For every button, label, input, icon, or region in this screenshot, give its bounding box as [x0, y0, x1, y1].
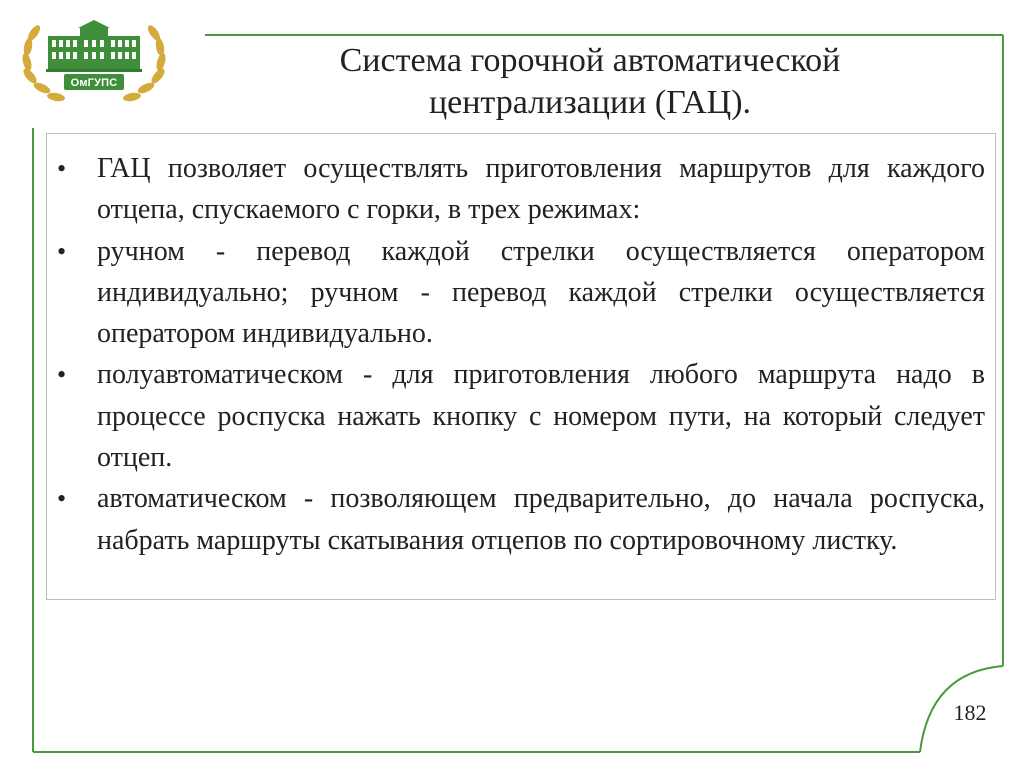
slide-title [240, 40, 940, 124]
bullet-text: ГАЦ позволяет осуществлять приготовления маршрутов для каждого отцепа, спускаемого с горки, в трех режимах: [97, 153, 985, 226]
title-line-1: Система горочной автоматической [339, 42, 841, 79]
list-item [57, 478, 985, 561]
bullet-icon: • [57, 154, 67, 183]
university-building-wreath-icon [18, 14, 170, 110]
content-box [46, 133, 996, 600]
list-item [57, 231, 985, 355]
list-item [57, 148, 985, 231]
title-line-2: централизации (ГАЦ). [428, 84, 752, 121]
bullet-text: ручном - перевод каждой стрелки осуществляется оператором индивидуально; ручном - перевод каждой стрелки осуществляется оператором индивидуально. [97, 235, 985, 350]
bullet-text: полуавтоматическом - для приготовления любого маршрута надо в процессе роспуска нажать кнопку с номером пути, на который следует отцеп. [97, 359, 985, 474]
bullet-icon: • [57, 484, 67, 514]
bullet-text: автоматическом - позволяющем предварительно, до начала роспуска, набрать маршруты скатывания отцепов по сортировочному листку. [97, 483, 985, 556]
university-logo [18, 14, 170, 110]
logo-label: ОмГУПС [70, 77, 118, 89]
bullet-list [47, 134, 995, 561]
page-number: 182 [953, 700, 987, 725]
list-item [57, 354, 985, 478]
bullet-icon: • [57, 360, 67, 390]
bullet-icon: • [57, 236, 67, 266]
